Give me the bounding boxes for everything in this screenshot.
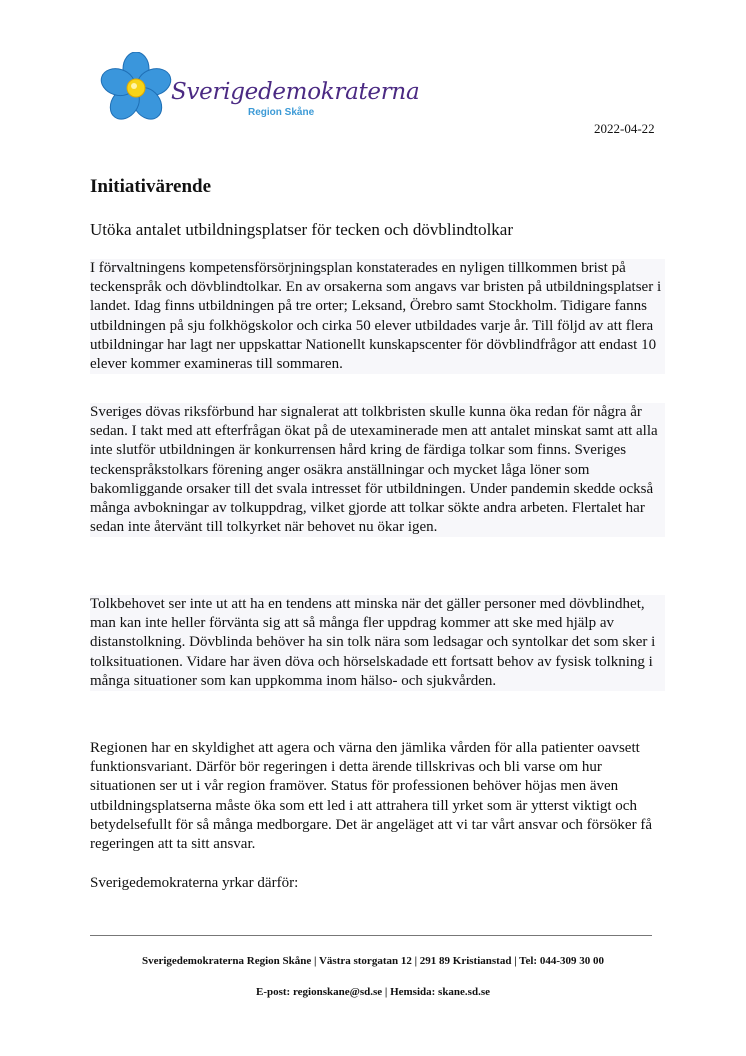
flower-icon xyxy=(96,52,176,124)
footer-divider xyxy=(90,935,652,936)
document-title: Initiativärende xyxy=(90,176,212,197)
body-paragraph: Regionen har en skyldighet att agera och värna den jämlika vården för alla patienter oavsett funktionsvariant. Därför bör regeringen i detta ärende tillskrivas och bli varse om hur situationen ser ut i vår region framöver. Status för professionen behöver höjas men även utbildningsplatserna måste öka som ett led i att attrahera till yrket som är ytterst viktigt och betydelsefullt för så många medborgare. Det är angeläget att vi tar vårt ansvar och försöker få regeringen att ta sitt ansvar. xyxy=(90,740,652,853)
body-paragraph: Sveriges dövas riksförbund har signalerat att tolkbristen skulle kunna öka redan för några år sedan. I takt med att efterfrågan ökat på de utexaminerade men att antalet minskat samt att alla inte slutför utbildningen är konkurrensen hård kring de färdiga tolkar som finns. Sveriges teckenspråkstolkars förening anger osäkra anställningar och mycket låga löner som bakomliggande orsaker till det svala intresset för utbildningen. Under pandemin skedde också många avbokningar av tolkuppdrag, vilket gjorde att tolkar sökte andra arbeten. Flertalet har sedan inte återvänt till tolkyrket när behovet nu ökar igen. xyxy=(90,403,665,537)
footer-contact: E-post: regionskane@sd.se | Hemsida: skane.sd.se xyxy=(255,986,490,998)
body-paragraph: I förvaltningens kompetensförsörjningsplan konstaterades en nyligen tillkommen brist på teckenspråk och dövblindtolkar. En av orsakerna som angavs var bristen på utbildningsplatser i landet. Idag finns utbildningen på tre orter; Leksand, Örebro samt Stockholm. Tidigare fanns utbildningen på sju folkhögskolor och cirka 50 elever utbildades varje år. Till följd av att flera utbildningar har lagt ner uppskattar Nationellt kunskapscenter för dövblindfrågor att endast 10 elever kommer examineras till sommaren. xyxy=(90,259,665,374)
document-date: 2022-04-22 xyxy=(594,121,655,136)
logo-wordmark: Sverigedemokraterna xyxy=(171,79,420,105)
logo-region: Region Skåne xyxy=(248,107,315,118)
party-logo xyxy=(96,52,420,124)
body-paragraph: Tolkbehovet ser inte ut att ha en tendens att minska när det gäller personer med dövblindhet, man kan inte heller förvänta sig att så många fler uppdrag kommer att ske med hjälp av distanstolkning. Dövblinda behöver ha sin tolk nära som ledsagar och syntolkar det som sker i tolksituationen. Vidare har även döva och hörselskadade ett fortsatt behov av fysisk tolkning i många situationer som kan uppkomma inom hälso- och sjukvården. xyxy=(90,595,665,691)
body-paragraph: Sverigedemokraterna yrkar därför: xyxy=(90,875,299,891)
footer-address: Sverigedemokraterna Region Skåne | Västra storgatan 12 | 291 89 Kristianstad | Tel: 044-309 30 00 xyxy=(141,955,605,967)
document-subtitle: Utöka antalet utbildningsplatser för tecken och dövblindtolkar xyxy=(90,220,513,239)
